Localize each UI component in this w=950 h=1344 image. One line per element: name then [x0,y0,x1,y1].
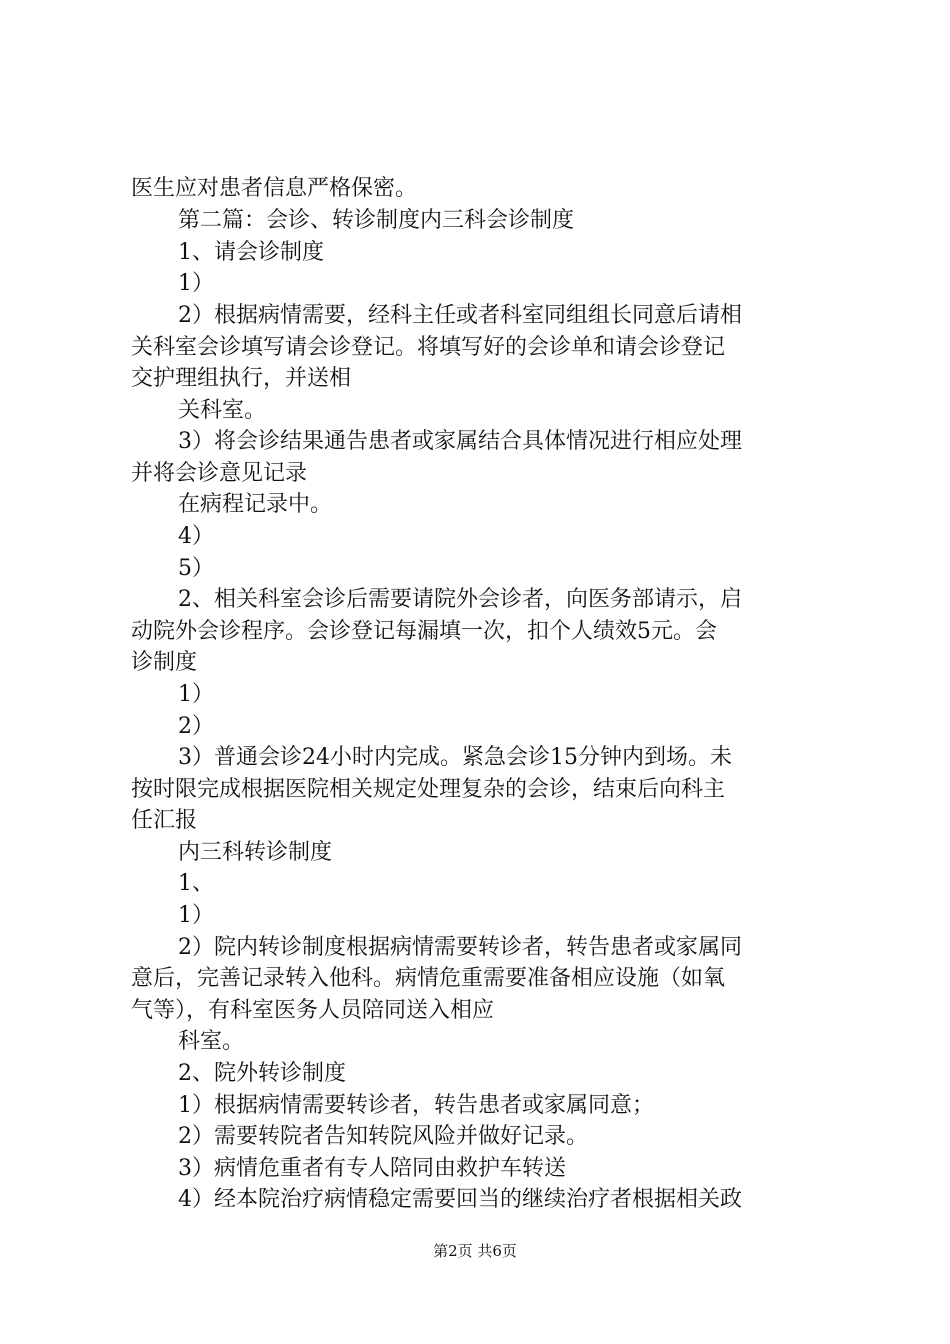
text-line: 1、 [178,871,214,896]
text-line: 按时限完成根据医院相关规定处理复杂的会诊，结束后向科主 [131,777,726,802]
text-line: 关科室。 [178,398,267,423]
text-line: 2）根据病情需要，经科主任或者科室同组组长同意后请相 [178,303,742,328]
text-line: 1） [178,271,214,296]
text-line: 动院外会诊程序。会诊登记每漏填一次，扣个人绩效5元。会 [131,619,717,644]
text-line: 4） [178,524,214,549]
text-line: 2） [178,714,214,739]
text-line: 1）根据病情需要转诊者，转告患者或家属同意； [178,1093,654,1118]
text-line: 3）病情危重者有专人陪同由救护车转送 [178,1156,566,1181]
text-line: 任汇报 [131,808,198,833]
text-line: 第二篇：会诊、转诊制度内三科会诊制度 [178,208,575,233]
text-line: 2）需要转院者告知转院风险并做好记录。 [178,1124,588,1149]
text-line: 4）经本院治疗病情稳定需要回当的继续治疗者根据相关政 [178,1187,742,1212]
text-line: 意后，完善记录转入他科。病情危重需要准备相应设施（如氧 [131,966,726,991]
text-line: 1） [178,682,214,707]
text-line: 2）院内转诊制度根据病情需要转诊者，转告患者或家属同 [178,935,742,960]
text-line: 在病程记录中。 [178,492,333,517]
text-line: 2、院外转诊制度 [178,1061,346,1086]
text-line: 科室。 [178,1029,245,1054]
text-line: 1） [178,903,214,928]
text-line: 交护理组执行，并送相 [131,366,352,391]
text-line: 并将会诊意见记录 [131,461,308,486]
page-number-footer: 第2页 共6页 [433,1242,517,1260]
text-line: 关科室会诊填写请会诊登记。将填写好的会诊单和请会诊登记 [131,335,726,360]
text-line: 3）普通会诊24小时内完成。紧急会诊15分钟内到场。未 [178,745,732,770]
text-line: 诊制度 [131,650,198,675]
text-line: 2、相关科室会诊后需要请院外会诊者，向医务部请示，启 [178,587,742,612]
text-line: 3）将会诊结果通告患者或家属结合具体情况进行相应处理 [178,429,742,454]
text-line: 5） [178,556,214,581]
text-line: 医生应对患者信息严格保密。 [131,176,418,201]
text-line: 内三科转诊制度 [178,840,333,865]
text-line: 气等），有科室医务人员陪同送入相应 [131,998,495,1023]
text-line: 1、请会诊制度 [178,240,324,265]
